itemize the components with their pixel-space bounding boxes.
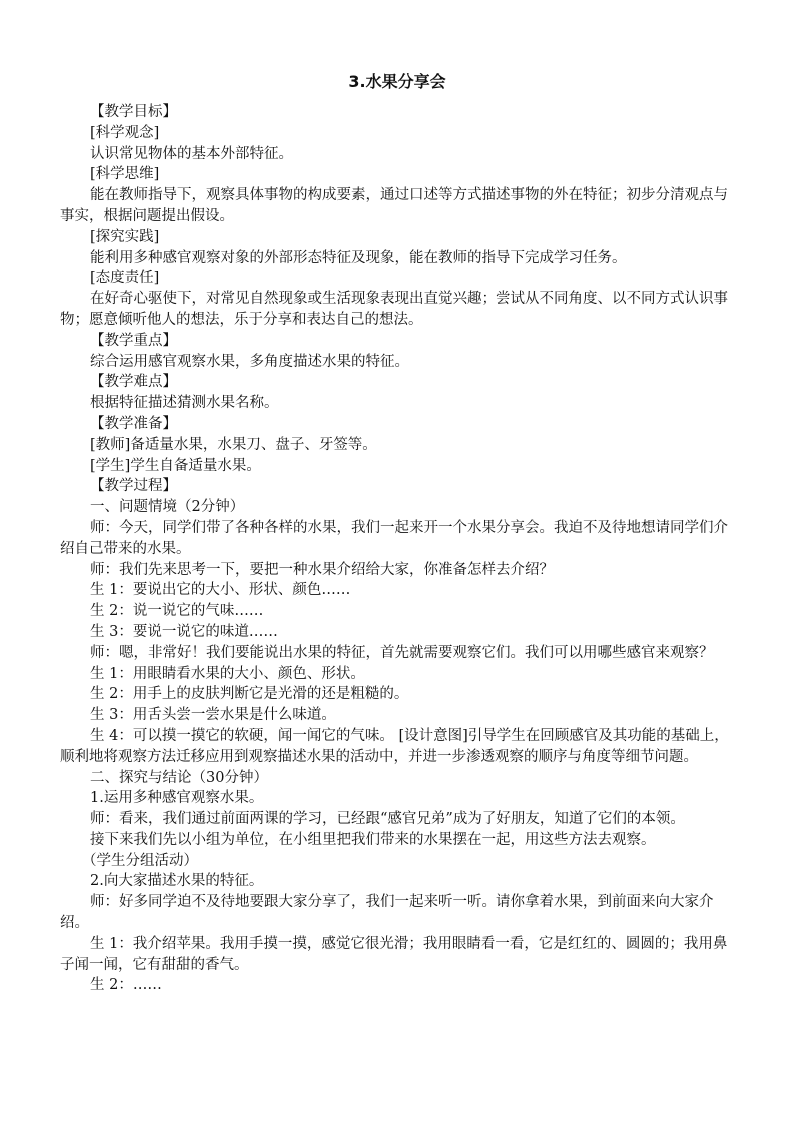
paragraph: 根据特征描述猜测水果名称。: [90, 395, 279, 412]
dialogue-line: 师：我们先来思考一下，要把一种水果介绍给大家，你准备怎样去介绍？: [90, 561, 554, 578]
subheading-science-thinking: [科学思维]: [90, 166, 160, 183]
section-heading-process: 【教学过程】: [90, 478, 177, 495]
paragraph: 认识常见物体的基本外部特征。: [90, 145, 293, 162]
paragraph: 接下来我们先以小组为单位，在小组里把我们带来的水果摆在一起，用这些方法去观察。: [90, 831, 656, 848]
dialogue-line: 生 1：要说出它的大小、形状、颜色……: [90, 582, 351, 599]
section-heading-key-points: 【教学重点】: [90, 332, 177, 349]
section-heading-objectives: 【教学目标】: [90, 104, 177, 120]
dialogue-line: 师：好多同学迫不及待地要跟大家分享了，我们一起来听一听。请你拿着水果，到前面来向大家介绍。: [60, 894, 714, 932]
dialogue-line: 生 3：用舌头尝一尝水果是什么味道。: [90, 707, 336, 724]
step-heading: 1.运用多种感官观察水果。: [90, 790, 264, 807]
dialogue-line: 生 2：用手上的皮肤判断它是光滑的还是粗糙的。: [90, 686, 409, 703]
paragraph: 能在教师指导下，观察具体事物的构成要素，通过口述等方式描述事物的外在特征；初步分清观点与事实，根据问题提出假设。: [60, 187, 728, 224]
activity-note: （学生分组活动）: [82, 852, 198, 869]
lesson-body: [60, 102, 738, 996]
paragraph: [学生]学生自备适量水果。: [90, 457, 261, 474]
dialogue-line: 师：看来，我们通过前面两课的学习，已经跟“感官兄弟”成为了好朋友，知道了它们的本领。: [90, 811, 685, 828]
dialogue-line: 生 1：用眼睛看水果的大小、颜色、形状。: [90, 665, 365, 682]
subsection-heading: 二、探究与结论（30分钟）: [90, 769, 268, 786]
section-heading-preparation: 【教学准备】: [90, 415, 177, 432]
dialogue-line: 生 4：可以摸一摸它的软硬，闻一闻它的气味。 [设计意图]引导学生在回顾感官及其功能的基础上，顺利地将观察方法迁移应用到观察描述水果的活动中，并进一步渗透观察的顺序与角度等细节问题。: [60, 727, 729, 765]
paragraph: 综合运用感官观察水果，多角度描述水果的特征。: [90, 353, 409, 370]
subsection-heading: 一、问题情境（2分钟）: [90, 499, 245, 516]
dialogue-line: 生 2：说一说它的气味……: [90, 603, 264, 620]
subheading-inquiry-practice: [探究实践]: [90, 228, 160, 245]
lesson-title: 3.水果分享会: [348, 72, 446, 91]
dialogue-line: 师：今天，同学们带了各种各样的水果，我们一起来开一个水果分享会。我迫不及待地想请同学们介绍自己带来的水果。: [60, 519, 728, 557]
subheading-science-concept: [科学观念]: [90, 124, 160, 141]
step-heading: 2.向大家描述水果的特征。: [90, 873, 264, 890]
dialogue-line: 生 3：要说一说它的味道……: [90, 623, 278, 640]
paragraph: 在好奇心驱使下，对常见自然现象或生活现象表现出直觉兴趣；尝试从不同角度、以不同方式认识事物；愿意倾听他人的想法，乐于分享和表达自己的想法。: [60, 291, 728, 328]
paragraph: [教师]备适量水果，水果刀、盘子、牙签等。: [90, 436, 377, 453]
section-heading-difficulties: 【教学难点】: [90, 374, 177, 391]
paragraph: 能利用多种感官观察对象的外部形态特征及现象，能在教师的指导下完成学习任务。: [90, 249, 627, 266]
dialogue-line: 生 2：……: [90, 977, 162, 994]
subheading-attitude: [态度责任]: [90, 270, 160, 287]
dialogue-line: 生 1：我介绍苹果。我用手摸一摸，感觉它很光滑；我用眼睛看一看，它是红红的、圆圆的；我用鼻子闻一闻，它有甜甜的香气。: [60, 935, 728, 973]
dialogue-line: 师：嗯，非常好！我们要能说出水果的特征，首先就需要观察它们。我们可以用哪些感官来观察？: [90, 644, 714, 661]
